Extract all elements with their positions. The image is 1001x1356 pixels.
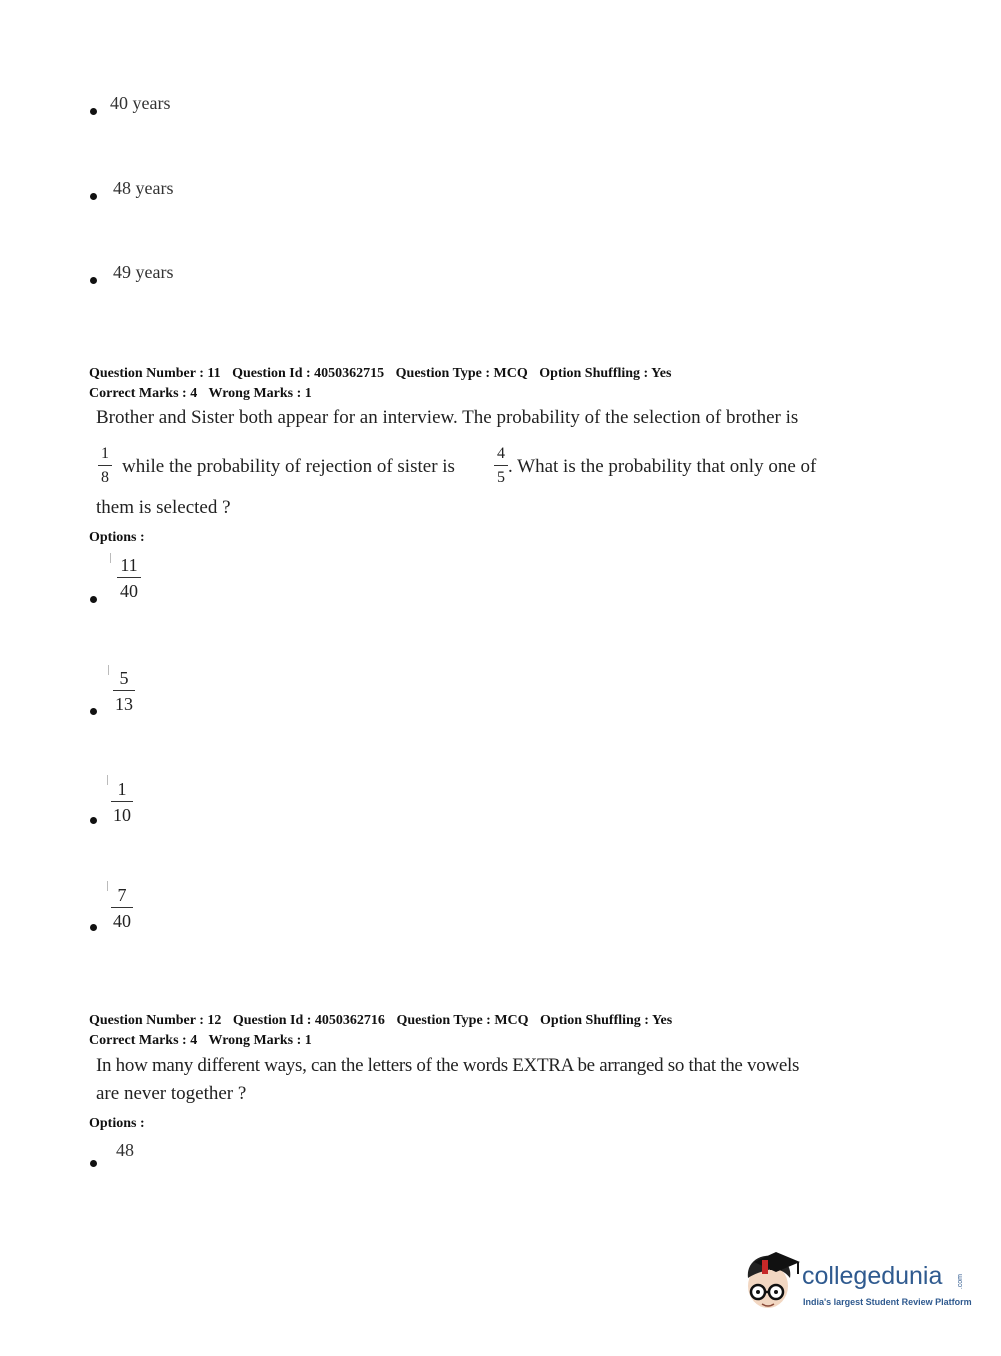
correct-marks: Correct Marks : 4 [89, 1033, 198, 1048]
numerator: 7 [117, 885, 127, 905]
question-type: Question Type : MCQ [396, 1013, 529, 1028]
fraction-bar [494, 465, 508, 466]
option-marker-tick [110, 553, 111, 563]
fraction-brother-selection [98, 446, 112, 486]
option-text[interactable]: 49 years [113, 262, 174, 282]
option-fraction[interactable] [117, 556, 141, 600]
numerator: 5 [119, 668, 129, 688]
option-fraction[interactable] [111, 780, 133, 824]
option-shuffling: Option Shuffling : Yes [539, 366, 672, 381]
question-id: Question Id : 4050362715 [232, 366, 385, 381]
bullet-icon [90, 596, 97, 603]
question-meta-line-1 [89, 366, 679, 382]
fraction-bar [113, 690, 135, 691]
bullet-icon [90, 924, 97, 931]
denominator: 8 [101, 469, 109, 486]
wrong-marks: Wrong Marks : 1 [208, 1033, 312, 1048]
options-label: Options : [89, 530, 145, 545]
question-text-line: while the probability of rejection of sister is [122, 456, 455, 477]
question-number: Question Number : 11 [89, 366, 221, 381]
option-marker-tick [107, 775, 108, 785]
denominator: 40 [113, 911, 131, 931]
option-marker-tick [108, 665, 109, 675]
logo-tagline: India's largest Student Review Platform [803, 1297, 972, 1307]
bullet-icon [90, 1160, 97, 1167]
option-shuffling: Option Shuffling : Yes [540, 1013, 673, 1028]
question-meta-line-2 [89, 386, 320, 402]
option-fraction[interactable] [111, 886, 133, 930]
option-marker-tick [107, 881, 108, 891]
wrong-marks: Wrong Marks : 1 [208, 386, 312, 401]
numerator: 1 [101, 445, 109, 462]
option-fraction[interactable] [113, 669, 135, 713]
question-text-line: In how many different ways, can the letters of the words EXTRA be arranged so that the vowels [96, 1055, 800, 1076]
numerator: 11 [120, 555, 138, 575]
question-id: Question Id : 4050362716 [232, 1013, 385, 1028]
question-meta-line-1 [89, 1013, 680, 1029]
question-text-line: are never together ? [96, 1083, 247, 1104]
numerator: 4 [497, 445, 505, 462]
bullet-icon [90, 277, 97, 284]
question-type: Question Type : MCQ [395, 366, 528, 381]
options-label: Options : [89, 1116, 145, 1131]
denominator: 40 [120, 581, 138, 601]
question-number: Question Number : 12 [89, 1013, 222, 1028]
fraction-sister-rejection [494, 446, 508, 486]
logo-name: collegedunia [802, 1262, 943, 1290]
correct-marks: Correct Marks : 4 [89, 386, 198, 401]
question-meta-line-2 [89, 1033, 320, 1049]
mascot-icon [740, 1248, 802, 1314]
denominator: 10 [113, 805, 131, 825]
numerator: 1 [117, 779, 127, 799]
fraction-bar [98, 465, 112, 466]
question-text-line: . What is the probability that only one of [508, 456, 817, 477]
denominator: 13 [115, 694, 133, 714]
fraction-bar [111, 907, 133, 908]
question-text-line: them is selected ? [96, 497, 231, 518]
question-text-line: Brother and Sister both appear for an interview. The probability of the selection of brother is [96, 407, 799, 428]
bullet-icon [90, 708, 97, 715]
option-text[interactable]: 48 years [113, 178, 174, 198]
bullet-icon [90, 817, 97, 824]
option-text[interactable]: 48 [116, 1140, 134, 1160]
bullet-icon [90, 108, 97, 115]
fraction-bar [117, 577, 141, 578]
option-text[interactable]: 40 years [110, 93, 171, 113]
fraction-bar [111, 801, 133, 802]
logo-domain-suffix: .com [957, 1274, 964, 1290]
denominator: 5 [497, 469, 505, 486]
bullet-icon [90, 193, 97, 200]
